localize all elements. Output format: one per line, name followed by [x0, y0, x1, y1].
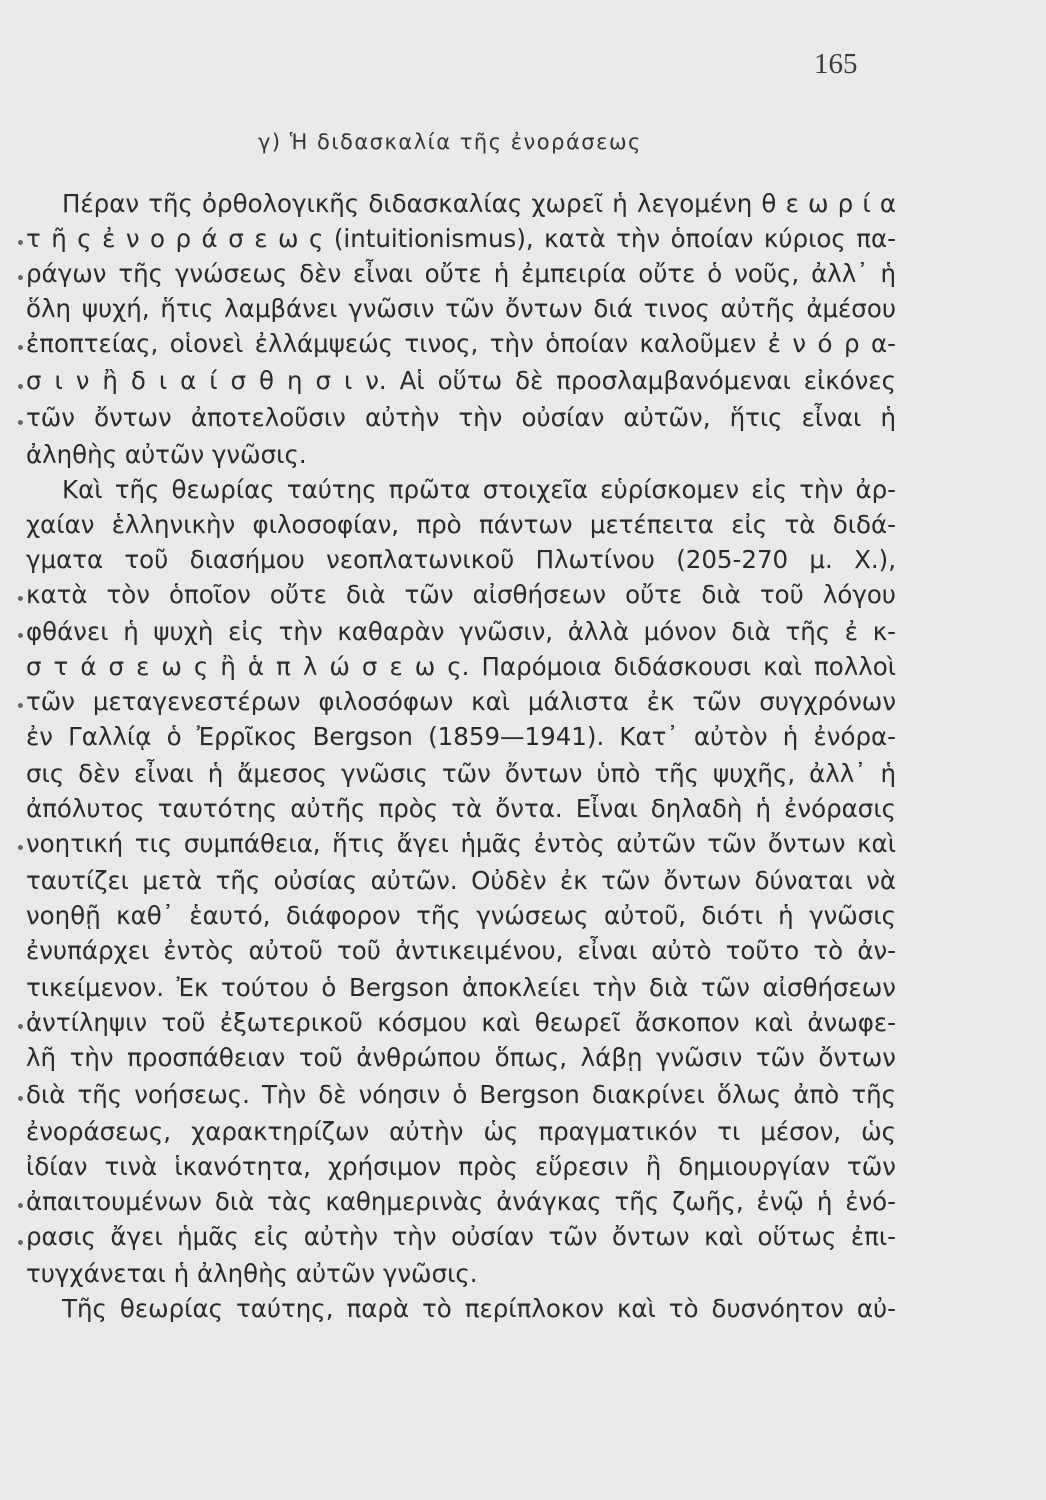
text-line: ταυτίζει μετὰ τῆς οὐσίας αὐτῶν. Οὐδὲν ἐκ τῶν ὄντων δύναται νὰ — [26, 866, 896, 895]
text-line: σ τ ά σ ε ω ς ἢ ἁ π λ ώ σ ε ω ς. Παρόμοια διδάσκουσι καὶ πολλοὶ — [26, 652, 896, 681]
text-line: Καὶ τῆς θεωρίας ταύτης πρῶτα στοιχεῖα εὑρίσκομεν εἰς τὴν ἀρ- — [62, 475, 896, 504]
margin-dot — [18, 1240, 23, 1245]
text-line: σ ι ν ἢ δ ι α ί σ θ η σ ι ν. Αἱ οὕτω δὲ προσλαμβανόμεναι εἰκόνες — [26, 366, 896, 395]
text-line: ἀπόλυτος ταυτότης αὐτῆς πρὸς τὰ ὄντα. Εἶναι δηλαδὴ ἡ ἐνόρασις — [26, 794, 896, 823]
text-line: Πέραν τῆς ὀρθολογικῆς διδασκαλίας χωρεῖ ἡ λεγομένη θ ε ω ρ ί α — [62, 189, 896, 218]
text-line: ἀπαιτουμένων διὰ τὰς καθημερινὰς ἀνάγκας τῆς ζωῆς, ἐνῷ ἡ ἐνό- — [26, 1187, 896, 1216]
margin-dot — [18, 1203, 23, 1208]
text-line: ἀληθὴς αὐτῶν γνῶσις. — [26, 440, 307, 469]
margin-dot — [18, 345, 23, 350]
text-line: ἐνοράσεως, χαρακτηρίζων αὐτὴν ὡς πραγματικόν τι μέσον, ὡς — [26, 1117, 896, 1146]
text-line: νοηθῇ καθ᾽ ἑαυτό, διάφορον τῆς γνώσεως αὐτοῦ, διότι ἡ γνῶσις — [26, 901, 896, 930]
text-line: ἐν Γαλλίᾳ ὁ Ἐρρῖκος Bergson (1859—1941). Κατ᾽ αὐτὸν ἡ ἐνόρα- — [26, 722, 896, 751]
margin-dot — [18, 1024, 23, 1029]
text-line: σις δὲν εἶναι ἡ ἄμεσος γνῶσις τῶν ὄντων ὑπὸ τῆς ψυχῆς, ἀλλ᾽ ἡ — [26, 759, 896, 788]
margin-dot — [18, 633, 23, 638]
text-line: διὰ τῆς νοήσεως. Τὴν δὲ νόησιν ὁ Bergson διακρίνει ὅλως ἀπὸ τῆς — [26, 1080, 896, 1109]
text-line: νοητική τις συμπάθεια, ἥτις ἄγει ἡμᾶς ἐντὸς αὐτῶν τῶν ὄντων καὶ — [26, 829, 896, 858]
text-line: Τῆς θεωρίας ταύτης, παρὰ τὸ περίπλοκον καὶ τὸ δυσνόητον αὐ- — [62, 1294, 896, 1323]
text-line: τυγχάνεται ἡ ἀληθὴς αὐτῶν γνῶσις. — [26, 1259, 478, 1288]
margin-dot — [18, 1096, 23, 1101]
text-line: τικείμενον. Ἐκ τούτου ὁ Bergson ἀποκλείει τὴν διὰ τῶν αἰσθήσεων — [26, 973, 896, 1002]
text-line: τ ῆ ς ἐ ν ο ρ ά σ ε ω ς (intuitionismus), κατὰ τὴν ὁποίαν κύριος πα- — [26, 224, 896, 253]
margin-dot — [18, 596, 23, 601]
text-line: ράγων τῆς γνώσεως δὲν εἶναι οὔτε ἡ ἐμπειρία οὔτε ὁ νοῦς, ἀλλ᾽ ἡ — [26, 259, 896, 288]
text-line: ρασις ἄγει ἡμᾶς εἰς αὐτὴν τὴν οὐσίαν τῶν ὄντων καὶ οὕτως ἐπι- — [26, 1222, 896, 1251]
margin-dot — [18, 240, 23, 245]
text-line: ἰδίαν τινὰ ἱκανότητα, χρήσιμον πρὸς εὕρεσιν ἢ δημιουργίαν τῶν — [26, 1152, 896, 1181]
text-line: γματα τοῦ διασήμου νεοπλατωνικοῦ Πλωτίνου (205-270 μ. Χ.), — [26, 545, 896, 574]
margin-dot — [18, 845, 23, 850]
text-line: ἐνυπάρχει ἐντὸς αὐτοῦ τοῦ ἀντικειμένου, εἶναι αὐτὸ τοῦτο τὸ ἀν- — [26, 936, 896, 965]
margin-dot — [18, 420, 23, 425]
text-line: χαίαν ἑλληνικὴν φιλοσοφίαν, πρὸ πάντων μετέπειτα εἰς τὰ διδά- — [26, 510, 896, 539]
section-heading: γ) Ἡ διδασκαλία τῆς ἐνοράσεως — [258, 130, 642, 154]
margin-dot — [18, 275, 23, 280]
page-number: 165 — [814, 48, 858, 80]
text-line: κατὰ τὸν ὁποῖον οὔτε διὰ τῶν αἰσθήσεων οὔτε διὰ τοῦ λόγου — [26, 580, 896, 609]
text-line: ἀντίληψιν τοῦ ἐξωτερικοῦ κόσμου καὶ θεωρεῖ ἄσκοπον καὶ ἀνωφε- — [26, 1008, 896, 1037]
text-line: λῆ τὴν προσπάθειαν τοῦ ἀνθρώπου ὅπως, λάβῃ γνῶσιν τῶν ὄντων — [26, 1043, 896, 1072]
margin-dot — [18, 703, 23, 708]
text-line: ἐποπτείας, οἱονεὶ ἐλλάμψεώς τινος, τὴν ὁποίαν καλοῦμεν ἐ ν ό ρ α- — [26, 329, 896, 358]
text-line: ὅλη ψυχή, ἥτις λαμβάνει γνῶσιν τῶν ὄντων διά τινος αὐτῆς ἀμέσου — [26, 294, 896, 323]
text-line: τῶν ὄντων ἀποτελοῦσιν αὐτὴν τὴν οὐσίαν αὐτῶν, ἥτις εἶναι ἡ — [26, 403, 896, 432]
margin-dot — [18, 384, 23, 389]
text-line: τῶν μεταγενεστέρων φιλοσόφων καὶ μάλιστα ἐκ τῶν συγχρόνων — [26, 687, 896, 716]
text-line: φθάνει ἡ ψυχὴ εἰς τὴν καθαρὰν γνῶσιν, ἀλλὰ μόνον διὰ τῆς ἐ κ- — [26, 617, 896, 646]
